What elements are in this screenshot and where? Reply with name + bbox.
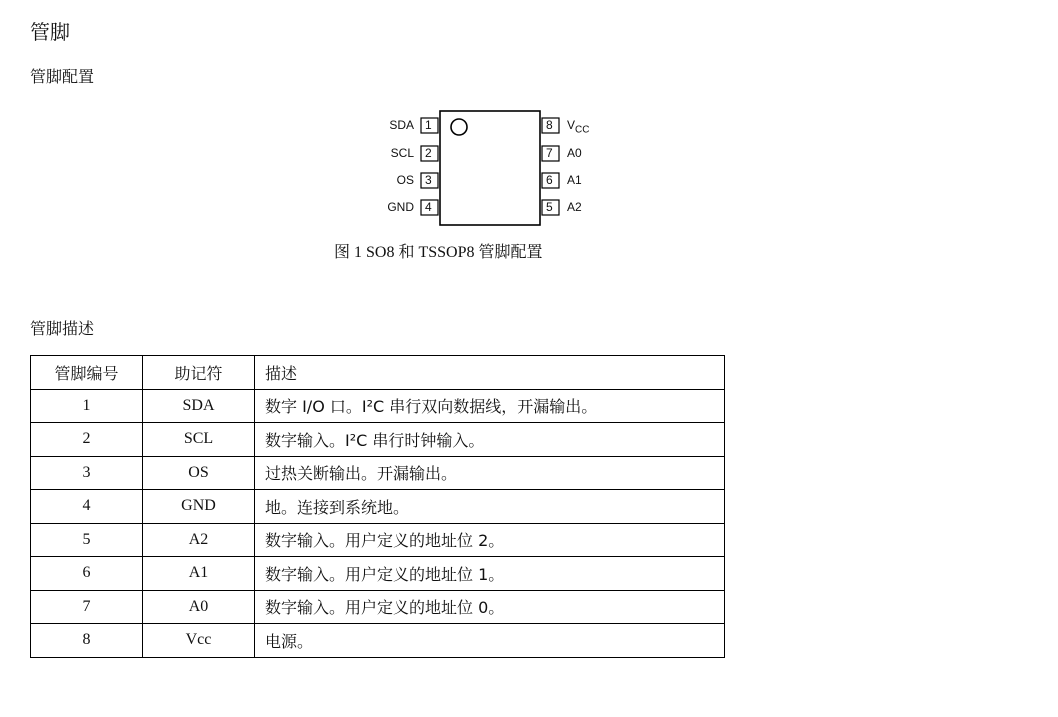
- pin-number-6: 6: [546, 173, 553, 187]
- pin-number-7: 7: [546, 146, 553, 160]
- cell-description: 数字输入。用户定义的地址位 1。: [255, 557, 725, 591]
- pin-name-a2: A2: [567, 200, 582, 214]
- pin-name-vcc: [567, 118, 589, 135]
- cell-pin-number: 6: [31, 557, 143, 591]
- figure-caption: 图 1 SO8 和 TSSOP8 管脚配置: [334, 244, 543, 261]
- header-description: 描述: [255, 356, 725, 390]
- pin-diagram: [370, 100, 630, 232]
- cell-mnemonic: OS: [143, 456, 255, 490]
- pin-number-3: 3: [425, 173, 432, 187]
- cell-description: 数字输入。用户定义的地址位 0。: [255, 590, 725, 624]
- cell-mnemonic: A0: [143, 590, 255, 624]
- cell-description: 数字输入。I²C 串行时钟输入。: [255, 423, 725, 457]
- cell-mnemonic: GND: [143, 490, 255, 524]
- cell-pin-number: 7: [31, 590, 143, 624]
- pin-number-1: 1: [425, 118, 432, 132]
- pin-number-2: 2: [425, 146, 432, 160]
- header-pin-number: 管脚编号: [31, 356, 143, 390]
- table-header-row: [31, 356, 725, 390]
- table-row: [31, 490, 725, 524]
- table-row: [31, 423, 725, 457]
- pin-number-4: 4: [425, 200, 432, 214]
- cell-pin-number: 1: [31, 389, 143, 423]
- cell-description: 电源。: [255, 624, 725, 658]
- cell-pin-number: 2: [31, 423, 143, 457]
- cell-mnemonic: Vcc: [143, 624, 255, 658]
- cell-mnemonic: A1: [143, 557, 255, 591]
- table-row: [31, 557, 725, 591]
- cell-mnemonic: SCL: [143, 423, 255, 457]
- cell-pin-number: 5: [31, 523, 143, 557]
- pin-name-a1: A1: [567, 173, 582, 187]
- cell-pin-number: 3: [31, 456, 143, 490]
- pin-name-os: OS: [396, 173, 414, 187]
- pin-config-heading: 管脚配置: [30, 67, 95, 86]
- pin-name-vcc-base: V: [567, 118, 576, 132]
- pin-name-a0: A0: [567, 146, 582, 160]
- pin-name-gnd: GND: [387, 200, 414, 214]
- pin-number-8: 8: [546, 118, 553, 132]
- pin1-marker: [451, 119, 467, 135]
- table-row: [31, 389, 725, 423]
- cell-pin-number: 4: [31, 490, 143, 524]
- cell-description: 地。连接到系统地。: [255, 490, 725, 524]
- pin-desc-heading: 管脚描述: [30, 319, 95, 338]
- pin-name-vcc-sub: CC: [575, 124, 590, 136]
- page-title: 管脚: [30, 20, 70, 44]
- cell-pin-number: 8: [31, 624, 143, 658]
- cell-description: 过热关断输出。开漏输出。: [255, 456, 725, 490]
- pin-name-scl: SCL: [390, 146, 414, 160]
- cell-description: 数字 I/O 口。I²C 串行双向数据线，开漏输出。: [255, 389, 725, 423]
- pin-name-sda: SDA: [389, 118, 414, 132]
- pin-description-table: [30, 355, 725, 658]
- pin-number-5: 5: [546, 200, 553, 214]
- table-row: [31, 456, 725, 490]
- table-row: [31, 590, 725, 624]
- cell-mnemonic: SDA: [143, 389, 255, 423]
- header-mnemonic: 助记符: [143, 356, 255, 390]
- cell-mnemonic: A2: [143, 523, 255, 557]
- cell-description: 数字输入。用户定义的地址位 2。: [255, 523, 725, 557]
- table-row: [31, 523, 725, 557]
- table-row: [31, 624, 725, 658]
